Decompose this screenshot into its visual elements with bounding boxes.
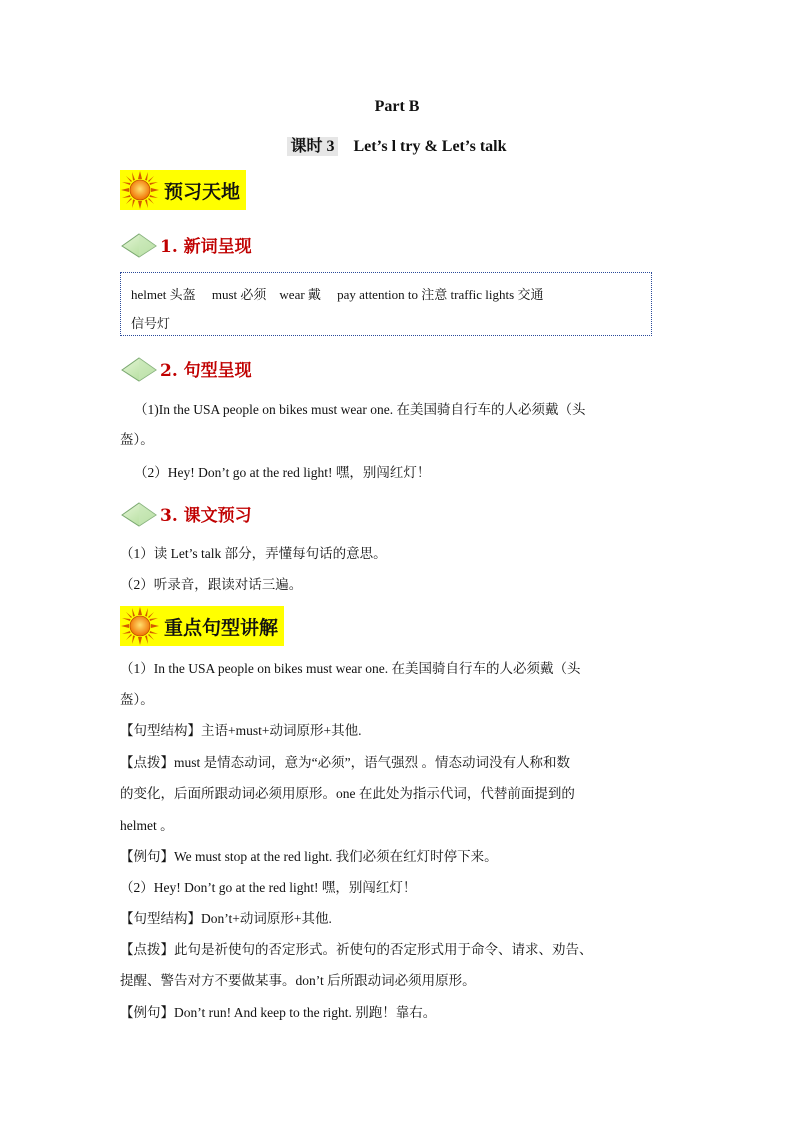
part-title: Part B xyxy=(374,98,420,115)
text-line: 【例句】Don’t run! And keep to the right. 别跑！靠右。 xyxy=(120,1005,437,1020)
text-line: （2）Hey! Don’t go at the red light! 嘿，别闯红灯！ xyxy=(120,880,417,895)
text-line: 提醒、警告对方不要做某事。don’t 后所跟动词必须用原形。 xyxy=(120,973,476,988)
text-line: 【句型结构】主语+must+动词原形+其他. xyxy=(120,723,362,738)
vocabulary-box xyxy=(120,272,652,336)
diamond-icon xyxy=(120,356,158,382)
text-line: 【点拨】此句是祈使句的否定形式。祈使句的否定形式用于命令、请求、劝告、 xyxy=(120,942,593,957)
text-line: 盔）。 xyxy=(120,432,154,447)
section-banner-preview xyxy=(120,170,246,210)
text-line: （1）读 Let’s talk 部分，弄懂每句话的意思。 xyxy=(120,546,387,561)
text-line: （2）听录音，跟读对话三遍。 xyxy=(120,577,303,592)
section-title: 重点句型讲解 xyxy=(164,616,279,639)
text-line: 【点拨】must 是情态动词，意为“必须”，语气强烈 。情态动词没有人称和数 xyxy=(120,755,570,770)
text-line: （2）Hey! Don’t go at the red light! 嘿，别闯红灯！ xyxy=(134,465,431,480)
text-line: helmet 。 xyxy=(120,818,174,833)
text-line: 盔）。 xyxy=(120,692,154,707)
diamond-icon xyxy=(120,501,158,527)
text-line: 【句型结构】Don’t+动词原形+其他. xyxy=(120,911,332,926)
lesson-name: Let’s l try & Let’s talk xyxy=(353,138,507,155)
subsection-title: 2. 句型呈现 xyxy=(160,361,252,381)
section-title: 预习天地 xyxy=(164,180,241,203)
sun-icon xyxy=(120,170,160,210)
lesson-number: 课时 3 xyxy=(287,137,337,156)
subsection-heading-sentence-patterns xyxy=(120,352,252,382)
subsection-heading-new-words xyxy=(120,228,252,258)
diamond-icon xyxy=(120,232,158,258)
sun-icon xyxy=(120,606,160,646)
vocabulary-line: helmet 头盔 must 必须 wear 戴 pay attention to 注意 traffic lights 交通 xyxy=(131,287,544,302)
text-line: 【例句】We must stop at the red light. 我们必须在红灯时停下来。 xyxy=(120,849,498,864)
lesson-title xyxy=(0,133,794,156)
text-line: （1)In the USA people on bikes must wear one. 在美国骑自行车的人必须戴（头 xyxy=(134,402,586,417)
section-banner-key-sentences xyxy=(120,606,284,646)
subsection-heading-text-preview xyxy=(120,497,252,527)
text-line: （1）In the USA people on bikes must wear one. 在美国骑自行车的人必须戴（头 xyxy=(120,661,581,676)
text-line: 的变化，后面所跟动词必须用原形。one 在此处为指示代词，代替前面提到的 xyxy=(120,786,575,801)
subsection-title: 3. 课文预习 xyxy=(160,506,252,526)
vocabulary-line: 信号灯 xyxy=(131,316,171,331)
subsection-title: 1. 新词呈现 xyxy=(160,237,252,257)
